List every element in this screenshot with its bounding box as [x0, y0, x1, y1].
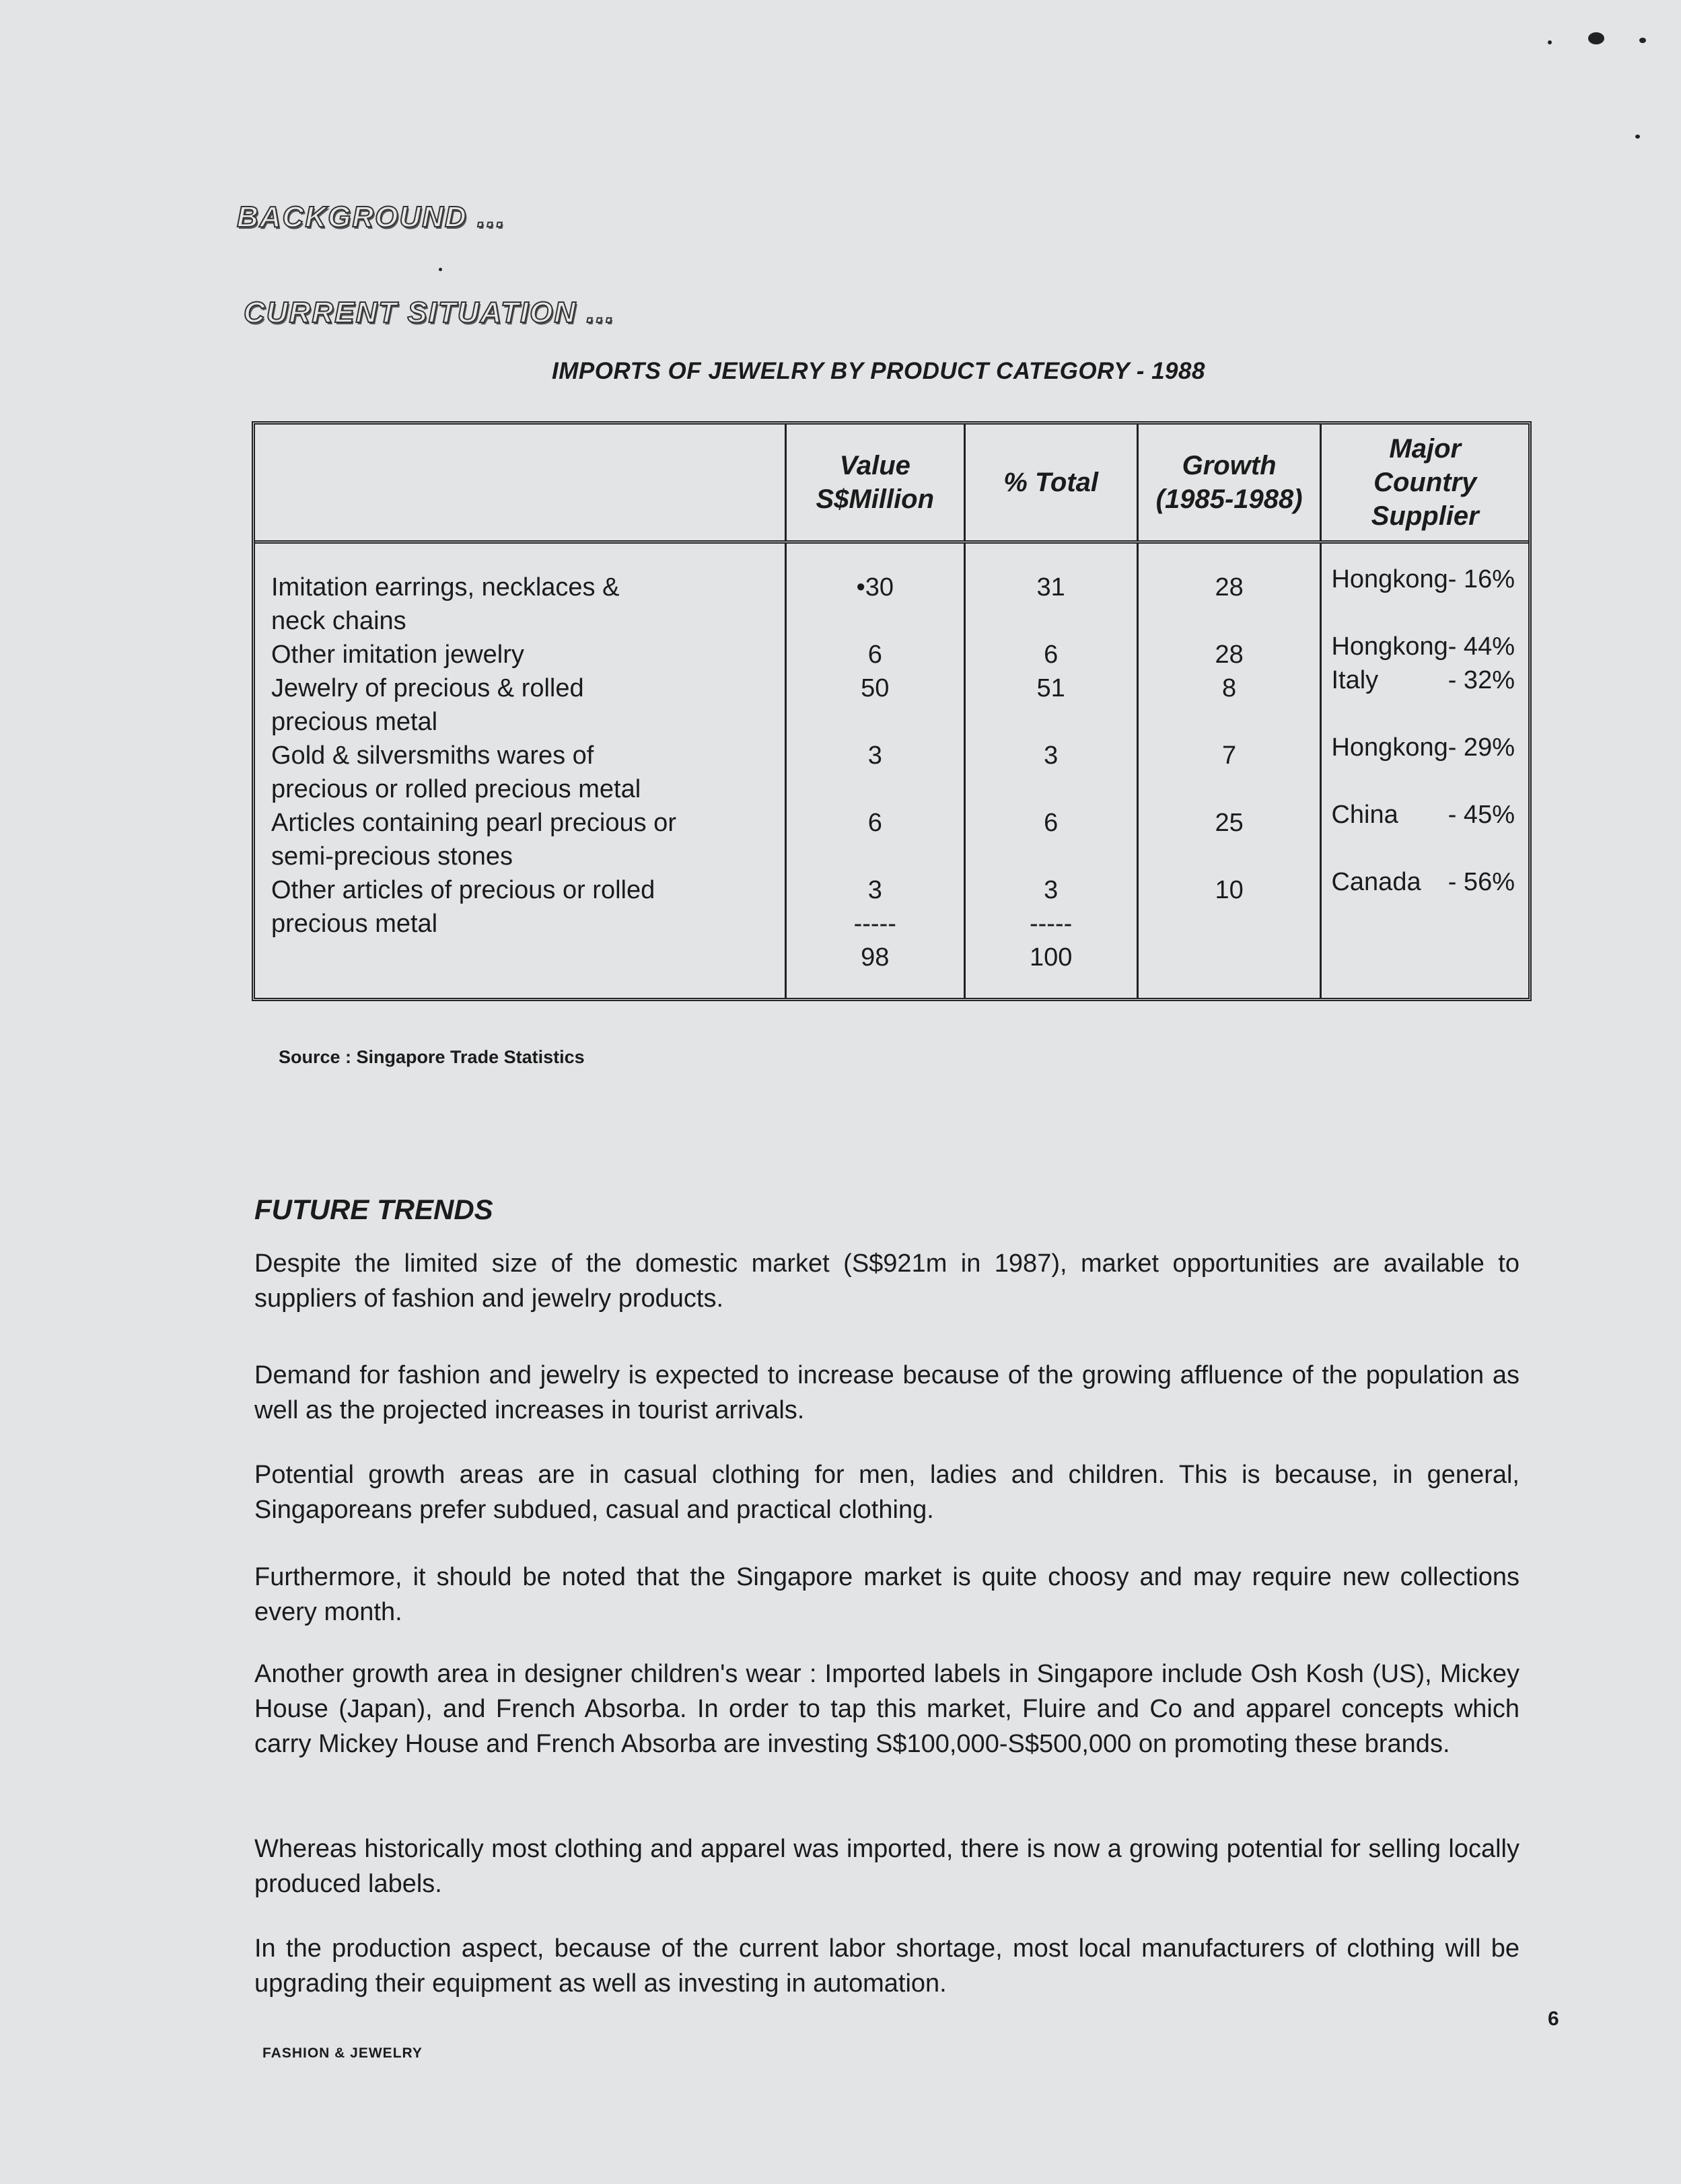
- table-header-row: [255, 425, 1528, 542]
- row-description: neck chains: [271, 607, 406, 635]
- supplier-country: Hongkong: [1331, 733, 1448, 762]
- row-description: precious or rolled precious metal: [271, 775, 641, 803]
- current-situation-heading: CURRENT SITUATION ...: [244, 296, 616, 329]
- header-growth-line: Growth: [1182, 451, 1277, 480]
- paragraph: Potential growth areas are in casual clothing for men, ladies and children. This is because, in general, Singaporeans prefer subdued, casual and practical clothing.: [254, 1461, 1519, 1524]
- paragraph: Demand for fashion and jewelry is expected to increase because of the growing affluence of the population as well as the projected increases in tourist arrivals.: [254, 1361, 1519, 1424]
- supplier-country: Canada: [1331, 868, 1421, 896]
- row-supplier: [1331, 865, 1515, 899]
- row-pct: 6: [1044, 641, 1059, 669]
- row-supplier: [1331, 630, 1515, 663]
- supplier-country: Italy: [1331, 666, 1379, 694]
- header-growth: [1137, 425, 1321, 542]
- row-value: 50: [861, 674, 890, 702]
- paragraph: Another growth area in designer children's wear : Imported labels in Singapore include Osh Kosh (US), Mickey House (Japan), and French Absorba. In order to tap this market, Fluire and Co and apparel concepts which carry Mickey House and French Absorba are investing S$100,000-S$500,000 on promoting these brands.: [254, 1660, 1519, 1758]
- row-description: Articles containing pearl precious or: [271, 809, 676, 837]
- paragraph: Whereas historically most clothing and apparel was imported, there is now a growing potential for selling locally produced labels.: [254, 1835, 1519, 1898]
- row-supplier: [1331, 798, 1515, 832]
- row-growth: 7: [1222, 741, 1237, 770]
- supplier-pct: - 29%: [1447, 733, 1515, 762]
- imports-table: [255, 425, 1528, 998]
- page-footer: FASHION & JEWELRY: [262, 2045, 423, 2061]
- supplier-pct: - 32%: [1447, 666, 1515, 694]
- description-column: [255, 542, 786, 998]
- row-description: Jewelry of precious & rolled: [271, 674, 584, 702]
- supplier-country: Hongkong: [1331, 565, 1448, 593]
- page-number: 6: [1548, 2008, 1559, 2030]
- scan-speck: [439, 268, 442, 271]
- row-growth: 28: [1215, 641, 1244, 669]
- header-value-line: Value: [839, 451, 910, 480]
- header-value-line: S$Million: [816, 484, 935, 514]
- row-description: Imitation earrings, necklaces &: [271, 573, 620, 602]
- value-column: [786, 542, 964, 998]
- supplier-column: [1321, 542, 1528, 998]
- paragraph: Despite the limited size of the domestic market (S$921m in 1987), market opportunities are available to suppliers of fashion and jewelry products.: [254, 1249, 1519, 1313]
- row-supplier: [1331, 562, 1515, 596]
- header-value: [786, 425, 964, 542]
- row-description: Gold & silversmiths wares of: [271, 741, 594, 770]
- row-description: Other imitation jewelry: [271, 641, 524, 669]
- value-total: 98: [861, 943, 890, 972]
- row-description: precious metal: [271, 708, 438, 736]
- supplier-country: China: [1331, 801, 1398, 829]
- supplier-pct: - 45%: [1447, 801, 1515, 829]
- row-value: •30: [856, 573, 894, 602]
- row-supplier: [1331, 663, 1515, 697]
- table-title: IMPORTS OF JEWELRY BY PRODUCT CATEGORY - 1988: [552, 358, 1205, 384]
- background-heading: BACKGROUND ...: [237, 201, 506, 233]
- scan-speck: [1548, 40, 1552, 44]
- row-pct: 51: [1036, 674, 1065, 702]
- row-pct: 6: [1044, 809, 1059, 837]
- header-description: [255, 425, 786, 542]
- header-pct-total: % Total: [964, 425, 1137, 542]
- row-value: 3: [867, 876, 882, 904]
- supplier-pct: - 56%: [1447, 868, 1515, 896]
- row-pct: 3: [1044, 876, 1059, 904]
- paragraph: In the production aspect, because of the current labor shortage, most local manufacturers of clothing will be upgrading their equipment as well as investing in automation.: [254, 1934, 1519, 1998]
- supplier-pct: - 16%: [1447, 565, 1515, 593]
- row-description: Other articles of precious or rolled: [271, 876, 655, 904]
- imports-table-frame: [252, 421, 1532, 1001]
- row-growth: 8: [1222, 674, 1237, 702]
- row-supplier: [1331, 731, 1515, 764]
- row-description: semi-precious stones: [271, 842, 513, 871]
- value-separator: -----: [853, 910, 896, 938]
- pct-separator: -----: [1030, 910, 1073, 938]
- header-supplier-line: Country: [1373, 468, 1477, 497]
- row-value: 6: [867, 809, 882, 837]
- scan-speck: [1588, 32, 1604, 44]
- row-growth: 28: [1215, 573, 1244, 602]
- pct-column: [964, 542, 1137, 998]
- header-supplier: [1321, 425, 1528, 542]
- pct-total: 100: [1029, 943, 1073, 972]
- scan-speck: [1639, 38, 1646, 43]
- row-pct: 3: [1044, 741, 1059, 770]
- row-growth: 25: [1215, 809, 1244, 837]
- table-source: Source : Singapore Trade Statistics: [279, 1047, 585, 1067]
- row-value: 6: [867, 641, 882, 669]
- header-supplier-line: Major: [1389, 434, 1462, 464]
- row-value: 3: [867, 741, 882, 770]
- future-trends-heading: FUTURE TRENDS: [254, 1194, 493, 1225]
- header-supplier-line: Supplier: [1371, 501, 1479, 531]
- row-description: precious metal: [271, 910, 438, 938]
- supplier-country: Hongkong: [1331, 632, 1448, 661]
- supplier-pct: - 44%: [1447, 632, 1515, 661]
- scan-speck: [1635, 135, 1640, 139]
- row-growth: 10: [1215, 876, 1244, 904]
- table-body-row: [255, 542, 1528, 998]
- header-growth-line: (1985-1988): [1155, 484, 1303, 514]
- growth-column: [1137, 542, 1321, 998]
- paragraph: Furthermore, it should be noted that the Singapore market is quite choosy and may require new collections every month.: [254, 1563, 1519, 1626]
- row-pct: 31: [1036, 573, 1065, 602]
